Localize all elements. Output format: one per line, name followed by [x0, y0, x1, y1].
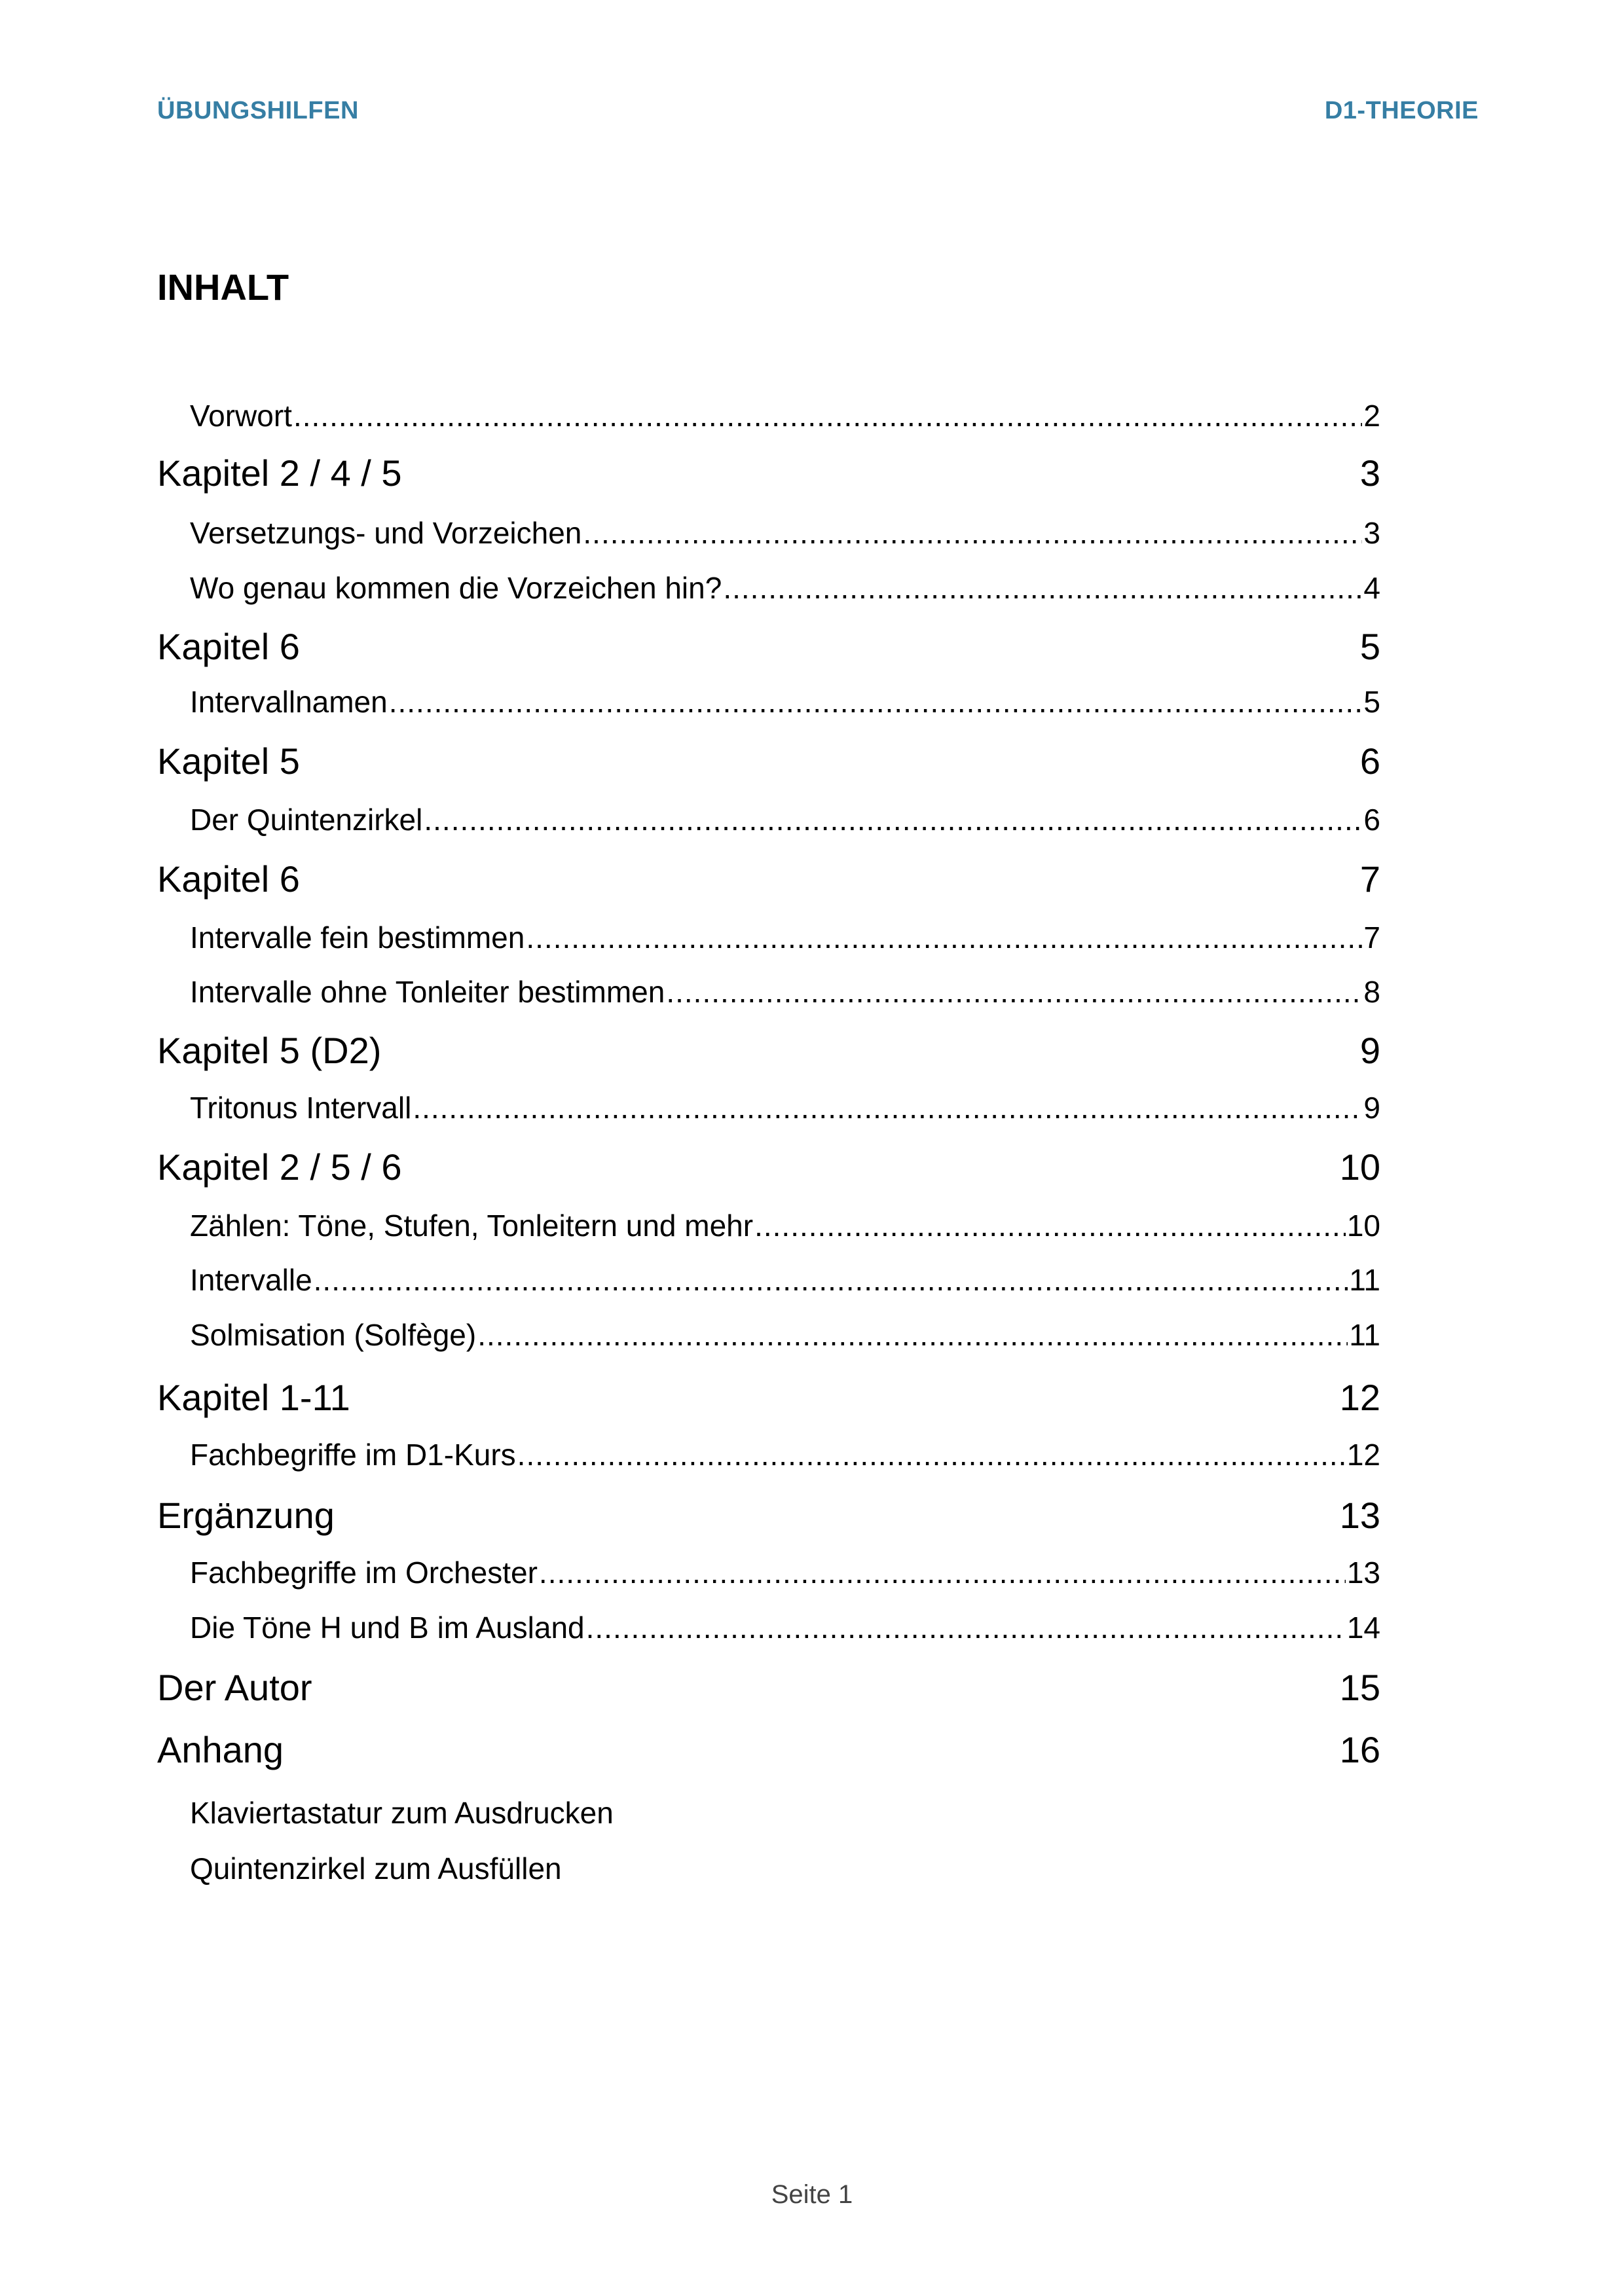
toc-entry-page: 6: [1359, 740, 1380, 782]
toc-chapter-entry[interactable]: [157, 452, 1380, 494]
toc-entry-page: 13: [1346, 1556, 1380, 1590]
toc-entry-page: 7: [1363, 920, 1380, 955]
dot-leader: [424, 802, 1362, 837]
toc-entry-label: Versetzungs- und Vorzeichen: [190, 516, 582, 550]
toc-entry-label: Kapitel 5 (D2): [157, 1030, 382, 1071]
toc-entry-label: Kapitel 6: [157, 626, 300, 667]
toc-entry-page: 13: [1339, 1495, 1380, 1536]
toc-chapter-entry[interactable]: [157, 1666, 1380, 1709]
dot-leader: [293, 398, 1362, 433]
toc-entry-label: Vorwort: [190, 399, 292, 433]
toc-entry-label: Intervalle fein bestimmen: [190, 920, 525, 955]
dot-leader: [754, 1208, 1346, 1243]
toc-entry-label: Kapitel 5: [157, 740, 300, 782]
toc-entry-page: 11: [1349, 1318, 1380, 1352]
dot-leader: [389, 684, 1363, 720]
toc-entry-label: Solmisation (Solfège): [190, 1318, 477, 1352]
toc-entry-page: 7: [1359, 858, 1380, 900]
toc-entry-label: Ergänzung: [157, 1495, 335, 1536]
toc-entry-label: Intervalle: [190, 1263, 312, 1297]
toc-section-entry[interactable]: [157, 515, 1380, 551]
page-number: Seite 1: [771, 2180, 853, 2209]
toc-entry-page: 9: [1359, 1030, 1380, 1071]
dot-leader: [477, 1317, 1348, 1353]
toc-entry-page: 11: [1349, 1263, 1380, 1297]
toc-entry-label: Quintenzirkel zum Ausfüllen: [190, 1851, 562, 1886]
dot-leader: [539, 1555, 1346, 1590]
toc-entry-page: 10: [1346, 1209, 1380, 1243]
toc-section-entry[interactable]: [157, 1090, 1380, 1125]
dot-leader: [314, 1262, 1348, 1298]
toc-section-entry[interactable]: [157, 1208, 1380, 1243]
toc-entry-page: 3: [1363, 516, 1380, 550]
toc-chapter-entry[interactable]: [157, 858, 1380, 900]
toc-entry-label: Fachbegriffe im Orchester: [190, 1556, 538, 1590]
toc-entry-page: 15: [1339, 1667, 1380, 1708]
toc-chapter-entry[interactable]: [157, 1494, 1380, 1537]
toc-entry-page: 14: [1346, 1611, 1380, 1645]
dot-leader: [517, 1437, 1346, 1472]
toc-entry-label: Intervallnamen: [190, 685, 388, 719]
toc-entry-label: Kapitel 1-11: [157, 1377, 350, 1418]
toc-entry-page: 10: [1339, 1146, 1380, 1188]
dot-leader: [723, 570, 1362, 606]
toc-entry-label: Klaviertastatur zum Ausdrucken: [190, 1796, 614, 1830]
toc-entry-page: 5: [1359, 626, 1380, 667]
toc-entry-page: 16: [1339, 1729, 1380, 1770]
toc-section-entry[interactable]: [157, 398, 1380, 433]
toc-section-entry[interactable]: [157, 920, 1380, 955]
toc-entry-label: Kapitel 2 / 5 / 6: [157, 1146, 402, 1188]
toc-entry-label: Der Quintenzirkel: [190, 803, 423, 837]
dot-leader: [413, 1090, 1362, 1125]
toc-chapter-entry[interactable]: [157, 1376, 1380, 1419]
toc-entry-label: Tritonus Intervall: [190, 1091, 412, 1125]
toc-entry-label: Wo genau kommen die Vorzeichen hin?: [190, 571, 722, 605]
toc-entry-page: 12: [1346, 1438, 1380, 1472]
toc-section-entry[interactable]: [157, 684, 1380, 720]
toc-section-entry[interactable]: [157, 1437, 1380, 1472]
toc-chapter-entry[interactable]: [157, 1728, 1380, 1771]
toc-entry-label: Der Autor: [157, 1667, 312, 1708]
toc-entry-label: Kapitel 2 / 4 / 5: [157, 452, 402, 494]
toc-entry-page: 12: [1339, 1377, 1380, 1418]
toc-section-entry[interactable]: [157, 1555, 1380, 1590]
toc-entry-page: 3: [1359, 452, 1380, 494]
toc-section-entry[interactable]: [157, 974, 1380, 1010]
dot-leader: [526, 920, 1362, 955]
toc-chapter-entry[interactable]: [157, 1146, 1380, 1188]
toc-entry-page: 4: [1363, 571, 1380, 605]
toc-section-entry[interactable]: [157, 1851, 1380, 1886]
toc-chapter-entry[interactable]: [157, 625, 1380, 668]
toc-chapter-entry[interactable]: [157, 1029, 1380, 1072]
toc-section-entry[interactable]: [157, 570, 1380, 606]
toc-section-entry[interactable]: [157, 1610, 1380, 1645]
toc-entry-page: 5: [1363, 685, 1380, 719]
toc-entry-label: Die Töne H und B im Ausland: [190, 1611, 585, 1645]
toc-entry-label: Kapitel 6: [157, 858, 300, 900]
dot-leader: [586, 1610, 1346, 1645]
dot-leader: [583, 515, 1362, 551]
toc-entry-label: Zählen: Töne, Stufen, Tonleitern und mehr: [190, 1209, 754, 1243]
toc-section-entry[interactable]: [157, 802, 1380, 837]
toc-entry-label: Fachbegriffe im D1-Kurs: [190, 1438, 516, 1472]
page-title: INHALT: [157, 266, 289, 308]
toc-entry-page: 8: [1363, 975, 1380, 1009]
dot-leader: [666, 974, 1362, 1010]
toc-entry-page: 9: [1363, 1091, 1380, 1125]
toc-section-entry[interactable]: [157, 1795, 1380, 1831]
toc-entry-label: Anhang: [157, 1729, 284, 1770]
toc-entry-label: Intervalle ohne Tonleiter bestimmen: [190, 975, 665, 1009]
toc-entry-page: 2: [1363, 399, 1380, 433]
toc-chapter-entry[interactable]: [157, 740, 1380, 782]
toc-section-entry[interactable]: [157, 1317, 1380, 1353]
toc-section-entry[interactable]: [157, 1262, 1380, 1298]
header-left: ÜBUNGSHILFEN: [157, 97, 359, 124]
header-right: D1-THEORIE: [1324, 97, 1479, 124]
toc-entry-page: 6: [1363, 803, 1380, 837]
